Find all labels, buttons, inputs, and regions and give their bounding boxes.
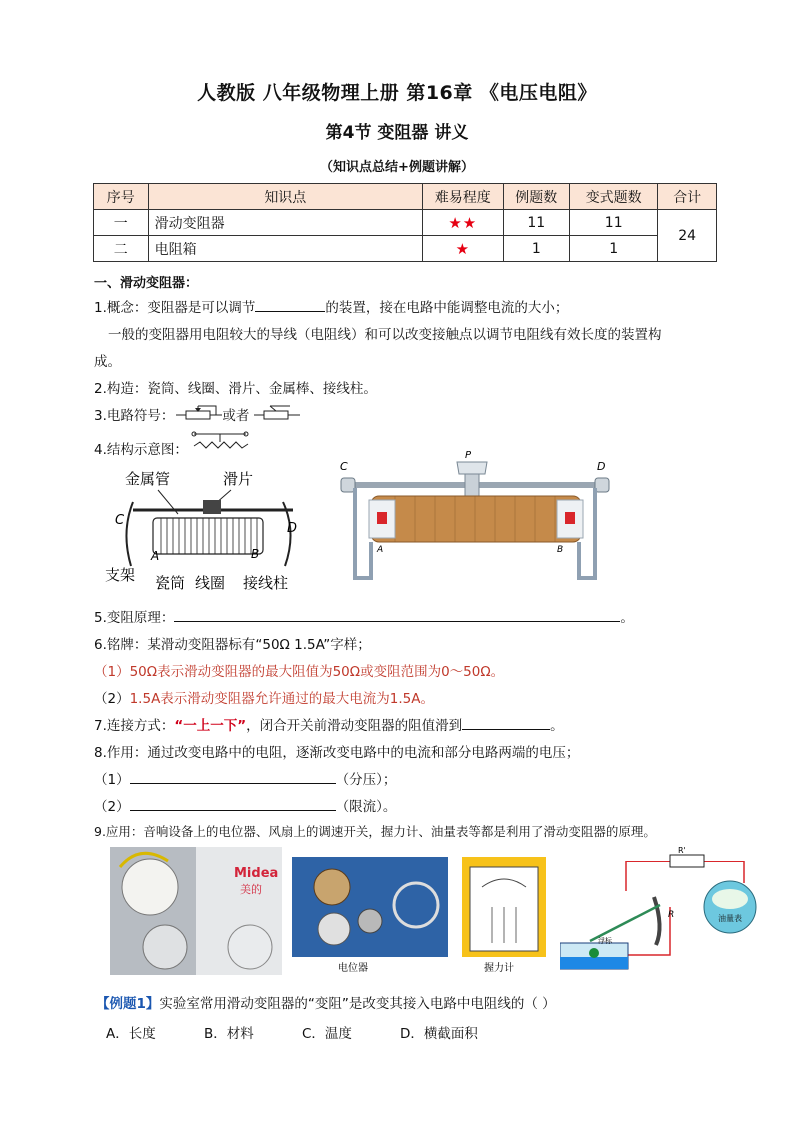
fill-blank xyxy=(255,297,325,312)
example-text: 实验室常用滑动变阻器的“变阻”是改变其接入电路中电阻线的（ ） xyxy=(159,996,556,1012)
rheostat-sketch-figure xyxy=(103,462,315,592)
diagram-label: 4.结构示意图： xyxy=(94,442,188,458)
option-b[interactable]: B．材料 xyxy=(204,1026,254,1042)
row-variants: 11 xyxy=(570,210,658,236)
item-prefix: （1） xyxy=(94,772,130,788)
symbol-line xyxy=(94,404,249,424)
nameplate-detail-2 xyxy=(94,687,434,707)
connection-end: 。 xyxy=(550,718,564,734)
option-d[interactable]: D．横截面积 xyxy=(400,1026,478,1042)
connection-line xyxy=(94,714,564,734)
principle-text: 5.变阻原理： xyxy=(94,610,175,626)
row-examples: 11 xyxy=(503,210,570,236)
section-heading: 一、滑动变阻器： xyxy=(94,276,199,291)
connection-text: ，闭合开关前滑动变阻器的阻值滑到 xyxy=(246,718,463,734)
symbol-or: 或者 xyxy=(222,408,250,424)
label-metal-tube: 金属管 xyxy=(125,470,171,488)
row-difficulty: ★ xyxy=(423,236,503,262)
option-a[interactable]: A．长度 xyxy=(106,1026,156,1042)
label-terminal: 接线柱 xyxy=(243,574,289,592)
concept-line: 一般的变阻器用电阻较大的导线（电阻线）和可以改变接触点以调节电阻线有效长度的装置构 xyxy=(108,327,662,343)
oil-gauge-diagram xyxy=(560,847,760,975)
connection-key: “一上一下” xyxy=(174,718,247,734)
row-number: 一 xyxy=(94,210,149,236)
concept-text: 的装置，接在电路中能调整电流的大小； xyxy=(325,300,569,316)
header-cell: 例题数 xyxy=(503,184,570,210)
total-cell: 24 xyxy=(658,210,717,262)
rheostat-color-figure xyxy=(335,448,615,590)
detail-text: 1.5A表示滑动变阻器允许通过的最大电流为1.5A。 xyxy=(129,691,435,707)
table-row xyxy=(94,210,717,236)
row-number: 二 xyxy=(94,236,149,262)
label-porcelain: 瓷筒 xyxy=(155,574,186,592)
row-topic: 电阻箱 xyxy=(148,236,422,262)
header-cell: 变式题数 xyxy=(570,184,658,210)
header-cell: 合计 xyxy=(658,184,717,210)
fill-blank xyxy=(174,607,620,622)
item-suffix: （分压）； xyxy=(335,772,397,788)
label-b: B xyxy=(251,547,260,561)
row-examples: 1 xyxy=(503,236,570,262)
label-a: A xyxy=(377,545,384,555)
potentiometer-photo xyxy=(292,857,448,975)
structure-line: 2.构造：瓷筒、线圈、滑片、金属棒、接线柱。 xyxy=(94,381,377,397)
example-1-options xyxy=(106,1022,498,1042)
item-suffix: （限流）。 xyxy=(335,799,397,815)
document-title: 人教版 八年级物理上册 第16章 《电压电阻》 xyxy=(197,82,597,104)
example-tag: 【例题1】 xyxy=(96,996,160,1012)
application-line: 9.应用：音响设备上的电位器、风扇上的调速开关，握力计、油量表等都是利用了滑动变阻器的原理。 xyxy=(94,824,656,839)
effect-line: 8.作用：通过改变电路中的电阻，逐渐改变电路中的电流和部分电路两端的电压； xyxy=(94,745,580,761)
symbol-label: 3.电路符号： xyxy=(94,408,175,424)
grip-meter-caption: 握力计 xyxy=(484,963,514,974)
principle-end: 。 xyxy=(620,610,634,626)
label-p: P xyxy=(465,450,472,461)
r-label: R xyxy=(668,910,675,920)
label-d: D xyxy=(597,460,606,473)
section-title: 第4节 变阻器 讲义 xyxy=(325,123,469,143)
fill-blank xyxy=(130,796,336,811)
oil-gauge-caption: 油量表 xyxy=(718,914,742,923)
row-difficulty: ★★ xyxy=(423,210,503,236)
rheostat-symbol-alt-icon xyxy=(254,402,300,422)
header-cell: 难易程度 xyxy=(423,184,503,210)
item-prefix: （2） xyxy=(94,799,130,815)
potentiometer-caption: 电位器 xyxy=(338,963,368,974)
example-1-question xyxy=(96,992,556,1012)
float-label: 浮标 xyxy=(598,937,612,945)
label-slider: 滑片 xyxy=(223,470,254,488)
option-c[interactable]: C．温度 xyxy=(302,1026,352,1042)
header-cell: 序号 xyxy=(94,184,149,210)
connection-label: 7.连接方式： xyxy=(94,718,175,734)
concept-line: 成。 xyxy=(94,354,121,370)
fill-blank xyxy=(130,769,336,784)
label-coil: 线圈 xyxy=(195,574,226,592)
label-c: C xyxy=(340,460,348,473)
effect-item-2 xyxy=(94,795,396,815)
summary-table xyxy=(93,183,717,262)
nameplate-line: 6.铭牌：某滑动变阻器标有“50Ω 1.5A”字样； xyxy=(94,637,371,653)
structure-sketch-icon xyxy=(190,430,252,452)
concept-line xyxy=(94,296,568,316)
header-cell: 知识点 xyxy=(148,184,422,210)
label-b: B xyxy=(557,545,564,555)
detail-prefix: （2） xyxy=(94,691,130,707)
rheostat-symbol-icon xyxy=(176,402,222,422)
label-stand: 支架 xyxy=(105,566,136,584)
label-d: D xyxy=(287,521,298,536)
label-a: A xyxy=(151,549,160,563)
nameplate-detail-1: （1）50Ω表示滑动变阻器的最大阻值为50Ω或变阻范围为0～50Ω。 xyxy=(94,664,505,680)
effect-item-1 xyxy=(94,768,396,788)
brand-logo-en: Midea xyxy=(234,866,279,881)
concept-text: 1.概念：变阻器是可以调节 xyxy=(94,300,256,316)
table-row xyxy=(94,236,717,262)
row-variants: 1 xyxy=(570,236,658,262)
brand-logo-cn: 美的 xyxy=(240,883,262,896)
row-topic: 滑动变阻器 xyxy=(148,210,422,236)
principle-line xyxy=(94,606,634,626)
grip-meter-photo xyxy=(462,857,546,975)
fill-blank xyxy=(462,715,550,730)
section-note: （知识点总结+例题讲解） xyxy=(320,160,474,175)
r-prime-label: R' xyxy=(678,847,686,855)
table-header-row xyxy=(94,184,717,210)
label-c: C xyxy=(115,513,125,528)
fan-switch-photo xyxy=(110,847,282,975)
